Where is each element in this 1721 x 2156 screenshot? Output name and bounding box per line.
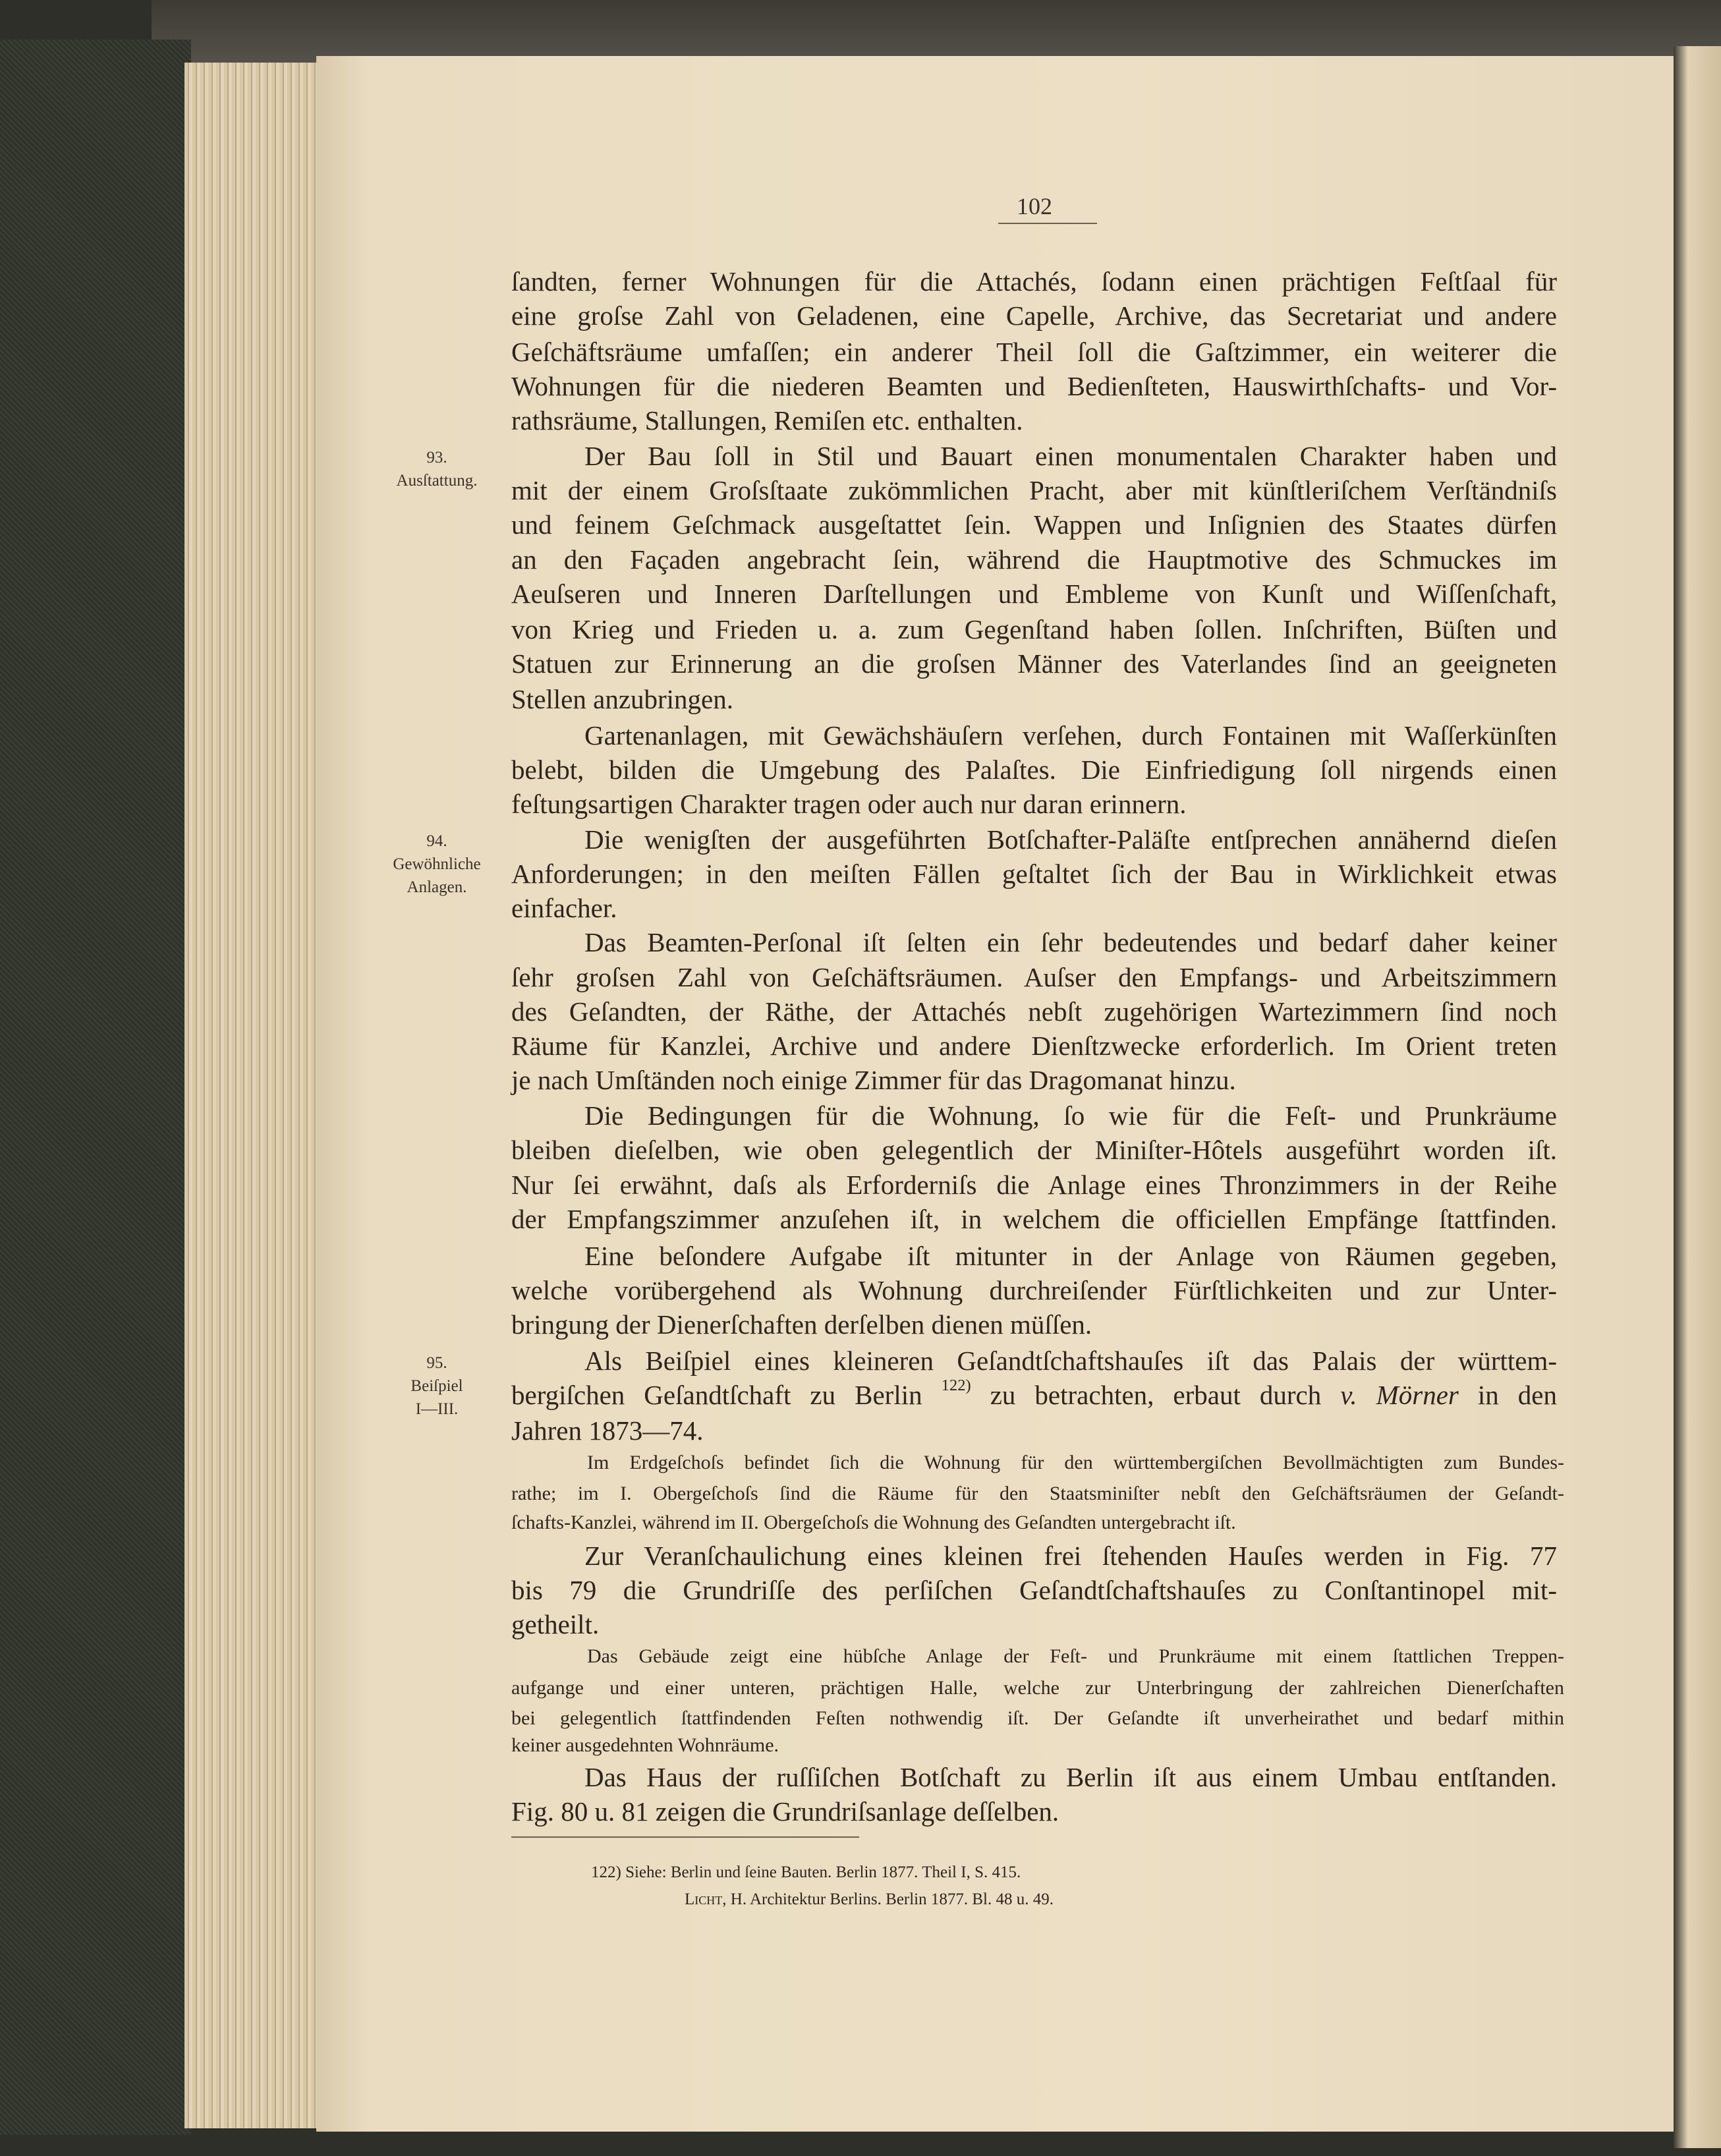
- text-segment: zu betrachten, erbaut durch: [971, 1380, 1341, 1410]
- text-line: eine groſse Zahl von Geladenen, eine Capelle, Archive, das Secretariat und andere: [511, 300, 1557, 331]
- text-line: ſandten, ferner Wohnungen für die Attachés, ſodann einen prächtigen Feſtſaal für: [511, 266, 1557, 297]
- footnote-line: [685, 1891, 1054, 1908]
- text-line: bleiben dieſelben, wie oben gelegentlich der Miniſter-Hôtels ausgeführt worden iſt.: [511, 1135, 1557, 1165]
- facing-page-edge: [1674, 46, 1721, 2148]
- text-line: Wohnungen für die niederen Beamten und Bedienſteten, Hauswirthſchafts- und Vor-: [511, 371, 1557, 401]
- small-print-line: keiner ausgedehnten Wohnräume.: [511, 1734, 779, 1756]
- text-line: belebt, bilden die Umgebung des Palaſtes. Die Einfriedigung ſoll nirgends einen: [511, 754, 1557, 785]
- margin-note-text: Anlagen.: [407, 878, 467, 896]
- text-line: Eine beſondere Aufgabe iſt mitunter in der Anlage von Räumen gegeben,: [584, 1241, 1557, 1271]
- text-line: Als Beiſpiel eines kleineren Geſandtſchaftshauſes iſt das Palais der württem-: [584, 1346, 1557, 1376]
- margin-note: [371, 446, 503, 492]
- text-line: und feinem Geſchmack ausgeſtattet ſein. Wappen und Inſignien des Staates dürfen: [511, 509, 1557, 540]
- book-cover-top: [152, 0, 1721, 63]
- text-line: bringung der Dienerſchaften derſelben dienen müſſen.: [511, 1309, 1092, 1340]
- text-line: Die wenigſten der ausgeführten Botſchafter-Paläſte entſprechen annähernd dieſen: [584, 824, 1557, 855]
- author-name: v. Mörner: [1340, 1380, 1459, 1410]
- text-segment: bergiſchen Geſandtſchaft zu Berlin: [511, 1380, 942, 1410]
- footnote-reference[interactable]: 122): [941, 1376, 971, 1394]
- margin-note-number: 95.: [426, 1354, 447, 1372]
- text-line: Anforderungen; in den meiſten Fällen geſtaltet ſich der Bau in Wirklichkeit etwas: [511, 859, 1557, 889]
- text-line: welche vorübergehend als Wohnung durchreiſender Fürſtlichkeiten und zur Unter-: [511, 1275, 1557, 1305]
- footnote-line: 122) Siehe: Berlin und ſeine Bauten. Berlin 1877. Theil I, S. 415.: [591, 1863, 1021, 1881]
- margin-note: [371, 830, 503, 899]
- small-print-line: Im Erdgeſchoſs befindet ſich die Wohnung für den württembergiſchen Bevollmächtigten zum Bundes-: [587, 1452, 1564, 1473]
- text-line: getheilt.: [511, 1609, 600, 1639]
- text-line: Der Bau ſoll in Stil und Bauart einen monumentalen Charakter haben und: [584, 441, 1557, 471]
- margin-note-text: Ausſtattung.: [396, 472, 478, 490]
- footnote-rule: [511, 1836, 859, 1838]
- text-line: bis 79 die Grundriſſe des perſiſchen Geſandtſchaftshauſes zu Conſtantinopel mit-: [511, 1575, 1557, 1605]
- text-segment: in den: [1458, 1380, 1558, 1410]
- text-line: Jahren 1873—74.: [511, 1415, 704, 1446]
- text-line: Statuen zur Erinnerung an die groſsen Männer des Vaterlandes ſind an geeigneten: [511, 648, 1557, 679]
- text-line: Fig. 80 u. 81 zeigen die Grundriſsanlage deſſelben.: [511, 1796, 1059, 1827]
- text-line: Geſchäftsräume umfaſſen; ein anderer Theil ſoll die Gaſtzimmer, ein weiterer die: [511, 337, 1557, 367]
- small-print-line: rathe; im I. Obergeſchoſs ſind die Räume für den Staatsminiſter nebſt den Geſchäftsräumen der Geſandt-: [511, 1483, 1564, 1504]
- margin-note-text: I—III.: [415, 1400, 459, 1418]
- small-print-line: bei gelegentlich ſtattfindenden Feſten nothwendig iſt. Der Geſandte iſt unverheirathet und bedarf mithin: [511, 1707, 1564, 1729]
- text-line: je nach Umſtänden noch einige Zimmer für das Dragomanat hinzu.: [511, 1065, 1236, 1095]
- margin-note-text: Beiſpiel: [410, 1377, 463, 1395]
- text-line: Gartenanlagen, mit Gewächshäuſern verſehen, durch Fontainen mit Waſſerkünſten: [584, 720, 1557, 751]
- page-number: 102: [1017, 193, 1052, 219]
- small-print-line: aufgange und einer unteren, prächtigen Halle, welche zur Unterbringung der zahlreichen Dienerſchaften: [511, 1677, 1564, 1699]
- text-line: einfacher.: [511, 893, 617, 923]
- book-cover-left: [0, 40, 191, 2135]
- text-line: Räume für Kanzlei, Archive und andere Dienſtzwecke erforderlich. Im Orient treten: [511, 1031, 1557, 1061]
- text-line: Das Beamten-Perſonal iſt ſelten ein ſehr bedeutendes und bedarf daher keiner: [584, 927, 1557, 957]
- text-line: an den Façaden angebracht ſein, während die Hauptmotive des Schmuckes im: [511, 544, 1557, 575]
- margin-note-number: 94.: [426, 832, 447, 850]
- text-segment: Licht: [685, 1890, 723, 1908]
- text-line: des Geſandten, der Räthe, der Attachés nebſt zugehörigen Wartezimmern ſind noch: [511, 996, 1557, 1027]
- text-line: rathsräume, Stallungen, Remiſen etc. enthalten.: [511, 405, 1023, 436]
- text-line: [511, 1376, 1558, 1410]
- margin-note-number: 93.: [426, 449, 447, 467]
- page-number-rule: [998, 223, 1097, 224]
- small-print-line: Das Gebäude zeigt eine hübſche Anlage der Feſt- und Prunkräume mit einem ſtattlichen Treppen-: [587, 1645, 1564, 1667]
- text-segment: , H. Architektur Berlins. Berlin 1877. Bl. 48 u. 49.: [722, 1890, 1054, 1908]
- text-line: Stellen anzubringen.: [511, 684, 734, 714]
- text-line: Das Haus der ruſſiſchen Botſchaft zu Berlin iſt aus einem Umbau entſtanden.: [584, 1762, 1557, 1792]
- text-line: Nur ſei erwähnt, daſs als Erforderniſs die Anlage eines Thronzimmers in der Reihe: [511, 1170, 1557, 1200]
- margin-note-text: Gewöhnliche: [393, 855, 481, 873]
- text-line: Die Bedingungen für die Wohnung, ſo wie für die Feſt- und Prunkräume: [584, 1100, 1557, 1131]
- text-line: mit der einem Groſsſtaate zukömmlichen Pracht, aber mit künſtleriſchem Verſtändniſs: [511, 475, 1557, 505]
- text-line: Zur Veranſchaulichung eines kleinen frei ſtehenden Hauſes werden in Fig. 77: [584, 1541, 1557, 1571]
- margin-note: [371, 1351, 503, 1421]
- text-line: von Krieg und Frieden u. a. zum Gegenſtand haben ſollen. Inſchriften, Büſten und: [511, 614, 1557, 644]
- text-line: feſtungsartigen Charakter tragen oder auch nur daran erinnern.: [511, 789, 1187, 819]
- text-line: ſehr groſsen Zahl von Geſchäftsräumen. Auſser den Empfangs- und Arbeitszimmern: [511, 962, 1557, 992]
- small-print-line: ſchafts-Kanzlei, während im II. Obergeſchoſs die Wohnung des Geſandten untergebracht iſt.: [511, 1512, 1236, 1533]
- text-line: der Empfangszimmer anzuſehen iſt, in welchem die officiellen Empfänge ſtattfinden.: [511, 1204, 1557, 1234]
- text-line: Aeuſseren und Inneren Darſtellungen und Embleme von Kunſt und Wiſſenſchaft,: [511, 579, 1557, 609]
- page-edges: [184, 63, 329, 2128]
